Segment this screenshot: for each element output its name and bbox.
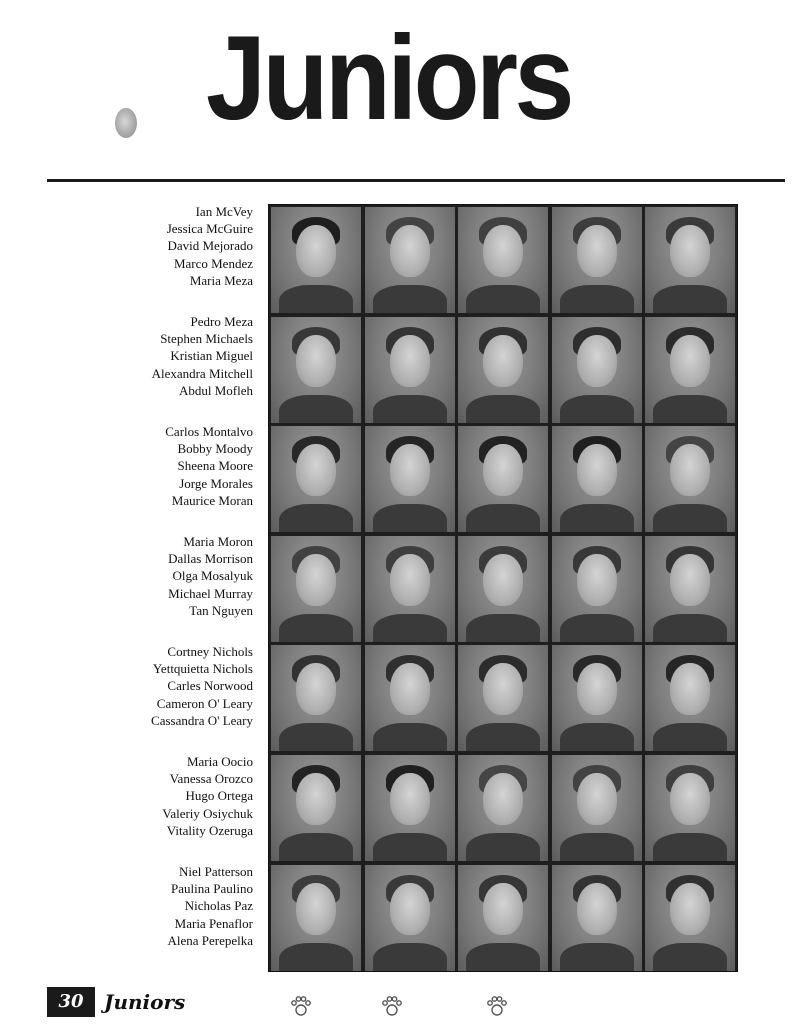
portrait-face: [390, 773, 430, 825]
student-name: Cortney Nichols: [167, 644, 253, 659]
student-portrait: [458, 865, 548, 971]
portrait-face: [670, 444, 710, 496]
student-name: Bobby Moody: [177, 441, 253, 457]
student-name: Carles Norwood: [167, 678, 253, 694]
portrait-face: [577, 335, 617, 387]
portrait-shoulders: [560, 943, 634, 971]
student-portrait: [271, 865, 361, 971]
student-name: Kristian Miguel: [170, 348, 253, 364]
portrait-face: [483, 554, 523, 606]
name-group-1: [167, 203, 253, 289]
portrait-face: [577, 444, 617, 496]
portrait-shoulders: [373, 833, 447, 861]
student-portrait: [552, 426, 642, 532]
portrait-face: [577, 663, 617, 715]
portrait-face: [390, 663, 430, 715]
portrait-shoulders: [560, 395, 634, 423]
student-name: David Mejorado: [167, 238, 253, 254]
portrait-shoulders: [653, 614, 727, 642]
student-portrait: [645, 426, 735, 532]
portrait-shoulders: [373, 723, 447, 751]
student-name: Maria Oocio: [186, 754, 253, 769]
student-portrait: [365, 207, 455, 313]
student-name: Alexandra Mitchell: [151, 365, 253, 381]
student-name: Pedro Meza: [190, 314, 253, 329]
student-name: Vitality Ozeruga: [166, 822, 253, 838]
portrait-face: [483, 663, 523, 715]
student-name: Cassandra O' Leary: [151, 712, 253, 728]
portrait-shoulders: [373, 285, 447, 313]
student-name: Valeriy Osiychuk: [162, 805, 253, 821]
portrait-face: [577, 225, 617, 277]
portrait-shoulders: [373, 614, 447, 642]
portrait-shoulders: [560, 614, 634, 642]
portrait-face: [296, 335, 336, 387]
student-portrait: [271, 317, 361, 423]
portrait-face: [670, 554, 710, 606]
student-portrait: [645, 536, 735, 642]
portrait-shoulders: [560, 833, 634, 861]
portrait-shoulders: [279, 833, 353, 861]
paw-print-icon: [486, 994, 508, 1018]
portrait-shoulders: [653, 723, 727, 751]
student-portrait: [365, 645, 455, 751]
page-title: Juniors: [206, 11, 571, 145]
student-name: Jorge Morales: [179, 475, 253, 491]
portrait-shoulders: [373, 943, 447, 971]
student-portrait: [552, 865, 642, 971]
portrait-shoulders: [653, 504, 727, 532]
portrait-face: [670, 225, 710, 277]
student-portrait: [552, 645, 642, 751]
portrait-face: [390, 883, 430, 935]
student-name: Yettquietta Nichols: [152, 661, 253, 677]
portrait-face: [483, 883, 523, 935]
portrait-face: [670, 883, 710, 935]
portrait-face: [296, 773, 336, 825]
student-portrait: [645, 755, 735, 861]
name-group-2: [152, 313, 253, 399]
student-portrait: [458, 317, 548, 423]
portrait-face: [390, 225, 430, 277]
student-portrait: [645, 207, 735, 313]
student-name: Maurice Moran: [171, 492, 253, 508]
student-name: Dallas Morrison: [168, 551, 253, 567]
student-name: Niel Patterson: [178, 864, 253, 879]
portrait-face: [390, 444, 430, 496]
student-portrait: [458, 207, 548, 313]
student-name: Paulina Paulino: [171, 881, 253, 897]
student-portrait: [365, 755, 455, 861]
name-group-6: [162, 753, 253, 839]
portrait-face: [296, 663, 336, 715]
student-portrait: [458, 755, 548, 861]
portrait-shoulders: [466, 943, 540, 971]
portrait-face: [390, 335, 430, 387]
student-name: Michael Murray: [168, 585, 253, 601]
portrait-face: [577, 554, 617, 606]
paw-print-icon: [381, 994, 403, 1018]
portrait-face: [670, 335, 710, 387]
portrait-shoulders: [466, 285, 540, 313]
student-portrait: [365, 536, 455, 642]
student-portrait: [458, 536, 548, 642]
portrait-face: [577, 883, 617, 935]
portrait-shoulders: [279, 943, 353, 971]
portrait-face: [577, 773, 617, 825]
footer-section-label: Juniors: [104, 990, 186, 1014]
portrait-shoulders: [279, 285, 353, 313]
portrait-shoulders: [653, 943, 727, 971]
student-portrait: [552, 755, 642, 861]
portrait-face: [483, 773, 523, 825]
student-name: Tan Nguyen: [189, 602, 253, 618]
portrait-shoulders: [466, 504, 540, 532]
student-name: Alena Perepelka: [167, 932, 253, 948]
portrait-face: [483, 225, 523, 277]
portrait-shoulders: [560, 504, 634, 532]
portrait-face: [483, 444, 523, 496]
student-name: Vanessa Orozco: [169, 771, 253, 787]
student-name: Nicholas Paz: [184, 898, 253, 914]
student-portrait: [271, 755, 361, 861]
portrait-shoulders: [560, 285, 634, 313]
header-rule: [47, 179, 785, 182]
paw-print-icon: [290, 994, 312, 1018]
student-portrait: [271, 207, 361, 313]
page-number: 30: [47, 987, 95, 1017]
student-name: Carlos Montalvo: [165, 424, 253, 439]
student-portrait: [365, 426, 455, 532]
portrait-shoulders: [279, 504, 353, 532]
student-portrait: [271, 536, 361, 642]
portrait-shoulders: [466, 833, 540, 861]
portrait-shoulders: [466, 723, 540, 751]
portrait-shoulders: [373, 395, 447, 423]
portrait-shoulders: [279, 614, 353, 642]
student-name: Stephen Michaels: [160, 331, 253, 347]
student-portrait: [271, 645, 361, 751]
student-name: Maria Penaflor: [174, 915, 253, 931]
student-name: Ian McVey: [195, 204, 253, 219]
portrait-shoulders: [466, 614, 540, 642]
portrait-face: [670, 773, 710, 825]
student-portrait: [365, 865, 455, 971]
portrait-grid: [268, 204, 738, 972]
student-name: Maria Meza: [189, 272, 253, 288]
student-name: Abdul Mofleh: [178, 382, 253, 398]
student-name: Sheena Moore: [177, 458, 253, 474]
student-portrait: [552, 536, 642, 642]
student-portrait: [458, 645, 548, 751]
portrait-shoulders: [653, 833, 727, 861]
portrait-face: [670, 663, 710, 715]
portrait-face: [296, 225, 336, 277]
portrait-shoulders: [373, 504, 447, 532]
student-name: Maria Moron: [183, 534, 253, 549]
student-portrait: [645, 645, 735, 751]
portrait-shoulders: [279, 723, 353, 751]
student-name: Marco Mendez: [173, 255, 253, 271]
portrait-shoulders: [466, 395, 540, 423]
portrait-face: [296, 554, 336, 606]
student-portrait: [365, 317, 455, 423]
name-group-5: [151, 643, 253, 729]
student-name: Jessica McGuire: [166, 221, 253, 237]
student-portrait: [271, 426, 361, 532]
student-portrait: [552, 317, 642, 423]
name-group-4: [168, 533, 253, 619]
name-group-7: [167, 863, 253, 949]
thumbprint-smudge: [115, 108, 137, 138]
portrait-face: [296, 444, 336, 496]
student-name: Cameron O' Leary: [156, 695, 253, 711]
student-portrait: [458, 426, 548, 532]
portrait-face: [296, 883, 336, 935]
student-portrait: [645, 865, 735, 971]
student-name: Hugo Ortega: [185, 788, 253, 804]
portrait-shoulders: [560, 723, 634, 751]
portrait-shoulders: [653, 395, 727, 423]
portrait-shoulders: [653, 285, 727, 313]
portrait-shoulders: [279, 395, 353, 423]
portrait-face: [390, 554, 430, 606]
student-name: Olga Mosalyuk: [172, 568, 253, 584]
student-portrait: [645, 317, 735, 423]
student-portrait: [552, 207, 642, 313]
portrait-face: [483, 335, 523, 387]
name-group-3: [165, 423, 253, 509]
